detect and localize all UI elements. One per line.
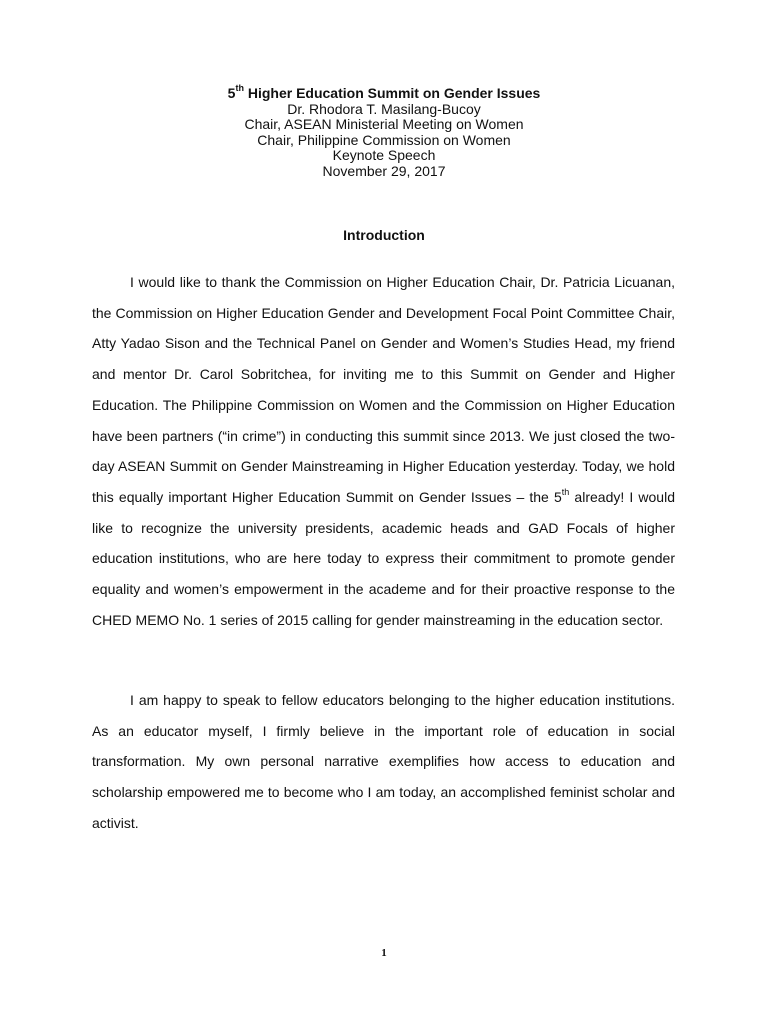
page-number: 1 bbox=[381, 947, 387, 959]
title-text: Higher Education Summit on Gender Issues bbox=[243, 85, 541, 101]
speech-date: November 29, 2017 bbox=[322, 162, 446, 179]
speaker-role-asean: Chair, ASEAN Ministerial Meeting on Women bbox=[244, 116, 524, 132]
paragraph-1-text-a: I would like to thank the Commission on Higher Education Chair, Dr. Patricia Licuanan, the Commission on Higher Education Gender and Development Focal Point Committee Chair, Atty Yadao Sison and the Technical Panel on Gender and Women’s Studies Head, my friend and mentor Dr. Carol Sobritchea, for inviting me to this Summit on Gender and Higher Education. The Philippine Commission on Women and the Commission on Higher Education have been partners (“in crime”) in conducting this summit since 2013. We just closed the two-day ASEAN Summit on Gender Mainstreaming in Higher Education yesterday. Today, we hold this equally important Higher Education Summit on Gender Issues – the 5 bbox=[92, 274, 675, 505]
paragraph-2-text: I am happy to speak to fellow educators belonging to the higher education institutions. As an educator myself, I firmly believe in the important role of education in social transformation. My own personal narrative exemplifies how access to education and scholarship empowered me to become who I am today, an accomplished feminist scholar and activist. bbox=[92, 692, 675, 831]
document-title bbox=[0, 83, 768, 102]
document-header bbox=[0, 83, 768, 179]
paragraph-1-text-b: already! I would like to recognize the university presidents, academic heads and GAD Focals of higher education institutions, who are here today to express their commitment to promote gender equality and women’s empowerment in the academe and for their proactive response to the CHED MEMO No. 1 series of 2015 calling for gender mainstreaming in the education sector. bbox=[92, 488, 675, 628]
speaker-role-pcw: Chair, Philippine Commission on Women bbox=[257, 131, 511, 148]
section-heading: Introduction bbox=[343, 227, 425, 243]
title-ordinal-suffix: th bbox=[235, 83, 244, 94]
ordinal-suffix: th bbox=[561, 487, 570, 498]
body-paragraph-1 bbox=[92, 267, 675, 635]
speech-type: Keynote Speech bbox=[332, 147, 436, 163]
title-ordinal: 5 bbox=[227, 85, 236, 101]
speaker-name: Dr. Rhodora T. Masilang-Bucoy bbox=[287, 100, 481, 117]
body-paragraph-2 bbox=[92, 685, 675, 839]
